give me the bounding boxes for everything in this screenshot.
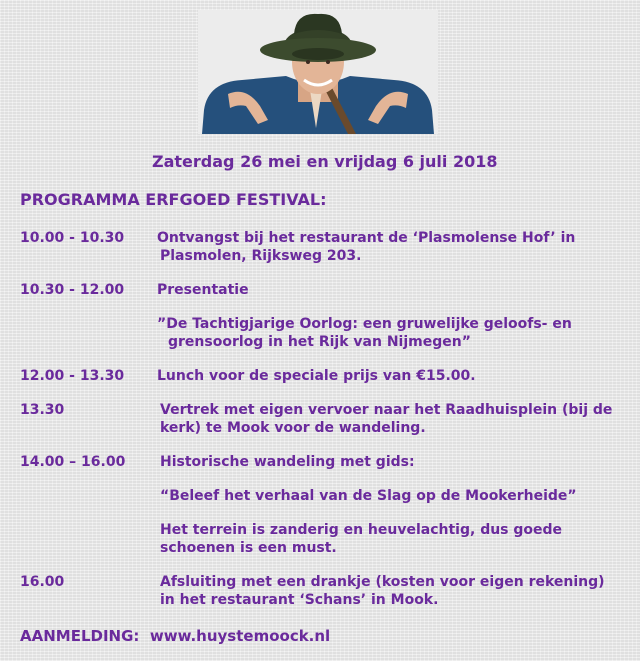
program-time: 10.30 - 12.00 <box>20 282 125 298</box>
program-line: Historische wandeling met gids: <box>160 454 415 470</box>
program-line: Plasmolen, Rijksweg 203. <box>160 248 362 264</box>
registration-label: AANMELDING: <box>20 627 140 645</box>
program-line: Afsluiting met een drankje (kosten voor eigen rekening) <box>160 574 605 590</box>
program-line: Het terrein is zanderig en heuvelachtig, dus goede <box>160 522 563 538</box>
hat-man-photo <box>198 10 438 134</box>
program-title: PROGRAMMA ERFGOED FESTIVAL: <box>20 190 327 209</box>
program-line: Ontvangst bij het restaurant de ‘Plasmolense Hof’ in <box>157 230 576 246</box>
program-time: 16.00 <box>20 574 65 590</box>
program-line: kerk) te Mook voor de wandeling. <box>160 420 426 436</box>
registration <box>20 627 330 646</box>
event-dates: Zaterdag 26 mei en vrijdag 6 juli 2018 <box>152 152 498 171</box>
program-line: schoenen is een must. <box>160 540 337 556</box>
program-time: 14.00 – 16.00 <box>20 454 126 470</box>
program-line: “Beleef het verhaal van de Slag op de Mookerheide” <box>160 488 577 504</box>
program-line: grensoorlog in het Rijk van Nijmegen” <box>168 334 471 350</box>
program-time: 13.30 <box>20 402 65 418</box>
program-line: Lunch voor de speciale prijs van €15.00. <box>157 368 476 384</box>
program-time: 10.00 - 10.30 <box>20 230 125 246</box>
program-time: 12.00 - 13.30 <box>20 368 125 384</box>
program-line: ”De Tachtigjarige Oorlog: een gruwelijke geloofs- en <box>157 316 572 332</box>
program-line: Presentatie <box>157 282 249 298</box>
program-line: Vertrek met eigen vervoer naar het Raadhuisplein (bij de <box>160 402 613 418</box>
program-line: in het restaurant ‘Schans’ in Mook. <box>160 592 439 608</box>
registration-link[interactable]: www.huystemoock.nl <box>149 627 331 645</box>
